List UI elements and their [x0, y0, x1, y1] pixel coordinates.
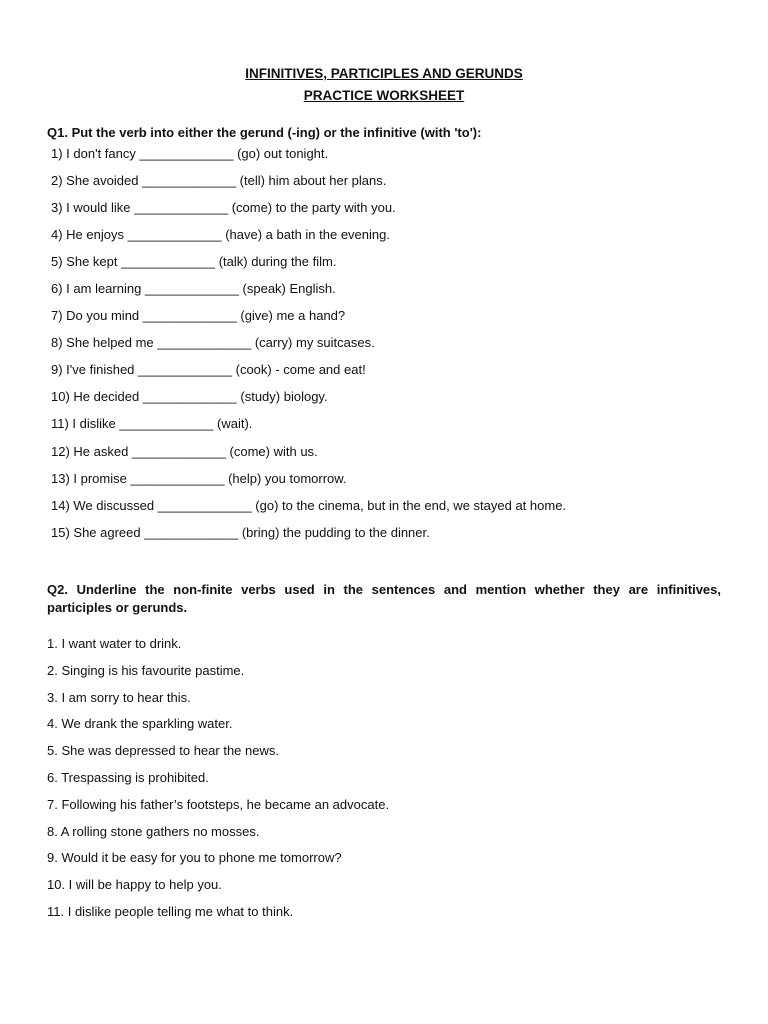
- q2-item: 3. I am sorry to hear this.: [47, 689, 191, 705]
- worksheet-subtitle: PRACTICE WORKSHEET: [303, 88, 465, 103]
- q2-heading-line: Q2. Underline the non-finite verbs used in the sentences and mention whether they are infinitives,: [47, 582, 721, 597]
- q1-heading: Q1. Put the verb into either the gerund (-ing) or the infinitive (with 'to'):: [47, 125, 482, 140]
- q1-list: [51, 145, 566, 551]
- q2-item: 2. Singing is his favourite pastime.: [47, 662, 245, 678]
- q2-item: 5. She was depressed to hear the news.: [47, 743, 279, 759]
- q1-item: 8) She helped me _____________ (carry) my suitcases.: [51, 335, 375, 351]
- q1-item: 15) She agreed _____________ (bring) the pudding to the dinner.: [51, 524, 430, 540]
- q2-heading-line: participles or gerunds.: [47, 600, 188, 615]
- q1-item: 11) I dislike _____________ (wait).: [51, 416, 253, 432]
- q1-item: 7) Do you mind _____________ (give) me a hand?: [51, 308, 346, 324]
- q1-item: 1) I don't fancy _____________ (go) out tonight.: [51, 146, 329, 161]
- q1-item: 4) He enjoys _____________ (have) a bath in the evening.: [51, 227, 390, 243]
- q1-item: 6) I am learning _____________ (speak) English.: [51, 281, 336, 297]
- q1-item: 14) We discussed _____________ (go) to the cinema, but in the end, we stayed at home.: [51, 497, 567, 513]
- worksheet-title: INFINITIVES, PARTICIPLES AND GERUNDS: [245, 66, 523, 81]
- q1-item: 5) She kept _____________ (talk) during the film.: [51, 254, 337, 270]
- q2-item: 4. We drank the sparkling water.: [47, 716, 233, 732]
- q2-item: 7. Following his father’s footsteps, he became an advocate.: [47, 796, 390, 812]
- q2-heading: [47, 581, 721, 617]
- q2-item: 9. Would it be easy for you to phone me tomorrow?: [47, 850, 342, 866]
- q2-item: 10. I will be happy to help you.: [47, 877, 222, 893]
- q2-list: [47, 635, 389, 930]
- q1-item: 10) He decided _____________ (study) biology.: [51, 389, 328, 405]
- q2-item: 1. I want water to drink.: [47, 636, 182, 651]
- q2-item: 11. I dislike people telling me what to think.: [47, 903, 294, 919]
- q1-item: 3) I would like _____________ (come) to the party with you.: [51, 200, 396, 216]
- q1-item: 9) I've finished _____________ (cook) - come and eat!: [51, 362, 366, 378]
- q1-item: 13) I promise _____________ (help) you tomorrow.: [51, 470, 347, 486]
- q1-item: 12) He asked _____________ (come) with us.: [51, 443, 318, 459]
- q2-item: 8. A rolling stone gathers no mosses.: [47, 823, 260, 839]
- q2-item: 6. Trespassing is prohibited.: [47, 769, 209, 785]
- q1-item: 2) She avoided _____________ (tell) him about her plans.: [51, 173, 387, 189]
